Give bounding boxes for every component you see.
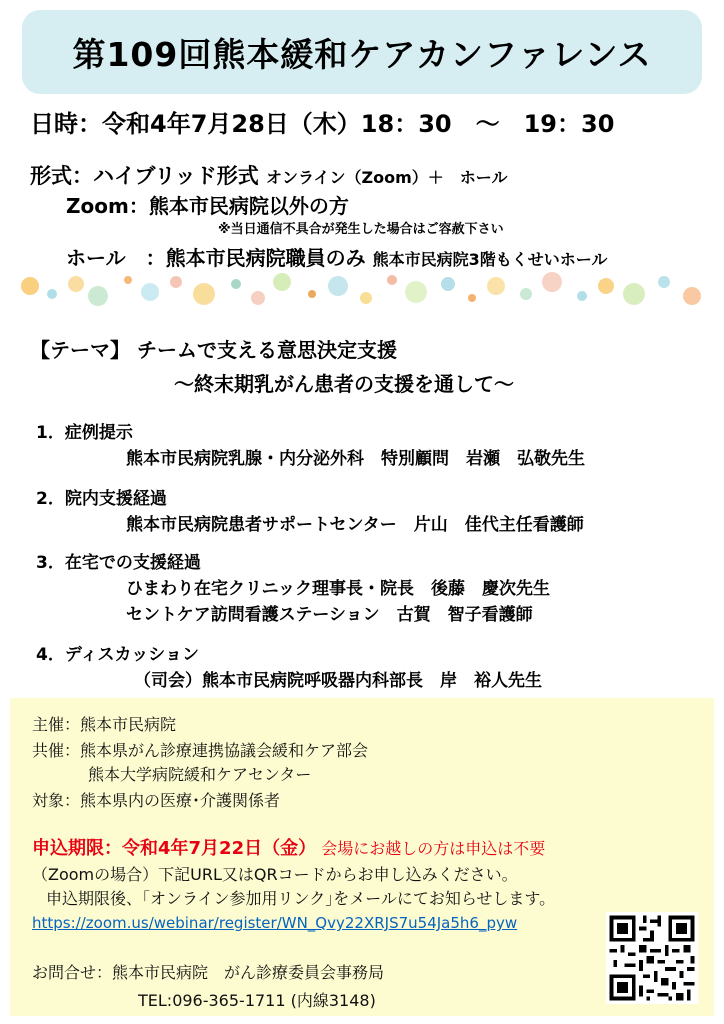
- program-heading-2: 2．院内支援経過: [36, 489, 167, 509]
- contact-tel: TEL:096-365-1711 (内線3148): [138, 991, 376, 1010]
- target-line: 対象：熊本県内の医療･介護関係者: [32, 791, 281, 810]
- event-datetime: 日時：令和4年7月28日（木）18：30 ～ 19：30: [30, 110, 615, 138]
- host-line: 主催：熊本市民病院: [32, 715, 177, 734]
- program-detail-3b: セントケア訪問看護ステーション 古賀 智子看護師: [126, 605, 533, 625]
- zoom-line: Zoom：熊本市民病院以外の方: [66, 194, 349, 218]
- deadline-line: [32, 834, 545, 860]
- cohost-line: 共催：熊本県がん診療連携協議会緩和ケア部会: [32, 741, 369, 760]
- venue-note: 会場にお越しの方は申込は不要: [321, 839, 546, 858]
- format-main: 形式：ハイブリッド形式: [30, 164, 259, 188]
- cohost-line-2: 熊本大学病院緩和ケアセンター: [88, 765, 312, 784]
- theme-subtitle: ～終末期乳がん患者の支援を通して～: [174, 372, 514, 396]
- program-heading-4: 4．ディスカッション: [36, 645, 199, 665]
- qr-code-icon[interactable]: [606, 912, 698, 1004]
- program-detail-2: 熊本市民病院患者サポートセンター 片山 佳代主任看護師: [126, 515, 584, 535]
- page-title: 第109回熊本緩和ケアカンファレンス: [72, 34, 652, 74]
- program-detail-3a: ひまわり在宅クリニック理事長・院長 後藤 慶次先生: [126, 579, 550, 599]
- title-banner: [22, 10, 702, 94]
- theme-title: 【テーマ】 チームで支える意思決定支援: [30, 338, 397, 362]
- registration-link[interactable]: https://zoom.us/webinar/register/WN_Qvy22XRJS7u54Ja5h6_pyw: [32, 914, 518, 932]
- program-detail-1: 熊本市民病院乳腺・内分泌外科 特別顧問 岩瀬 弘敬先生: [126, 449, 585, 469]
- hall-detail: 熊本市民病院3階もくせいホール: [372, 250, 608, 269]
- format-line: [30, 160, 507, 190]
- program-detail-4: （司会）熊本市民病院呼吸器内科部長 岸 裕人先生: [134, 671, 542, 691]
- connection-note: ※当日通信不具合が発生した場合はご容赦下さい: [218, 222, 504, 237]
- hall-main: ホール ：熊本市民病院職員のみ: [66, 246, 366, 270]
- contact-line: お問合せ：熊本市民病院 がん診療委員会事務局: [32, 963, 385, 982]
- deadline-text: 申込期限：令和4年7月22日（金）: [32, 838, 317, 859]
- link-notice: 申込期限後、｢オンライン参加用リンク｣をメールにてお知らせします。: [46, 889, 556, 908]
- decorative-dots: [0, 268, 724, 314]
- zoom-registration-note: （Zoomの場合）下記URL又はQRコードからお申し込みください。: [32, 865, 518, 884]
- hall-line: [66, 242, 607, 271]
- program-heading-3: 3．在宅での支援経過: [36, 553, 201, 573]
- program-heading-1: 1．症例提示: [36, 423, 133, 443]
- format-detail: オンライン（Zoom）＋ ホール: [266, 168, 508, 187]
